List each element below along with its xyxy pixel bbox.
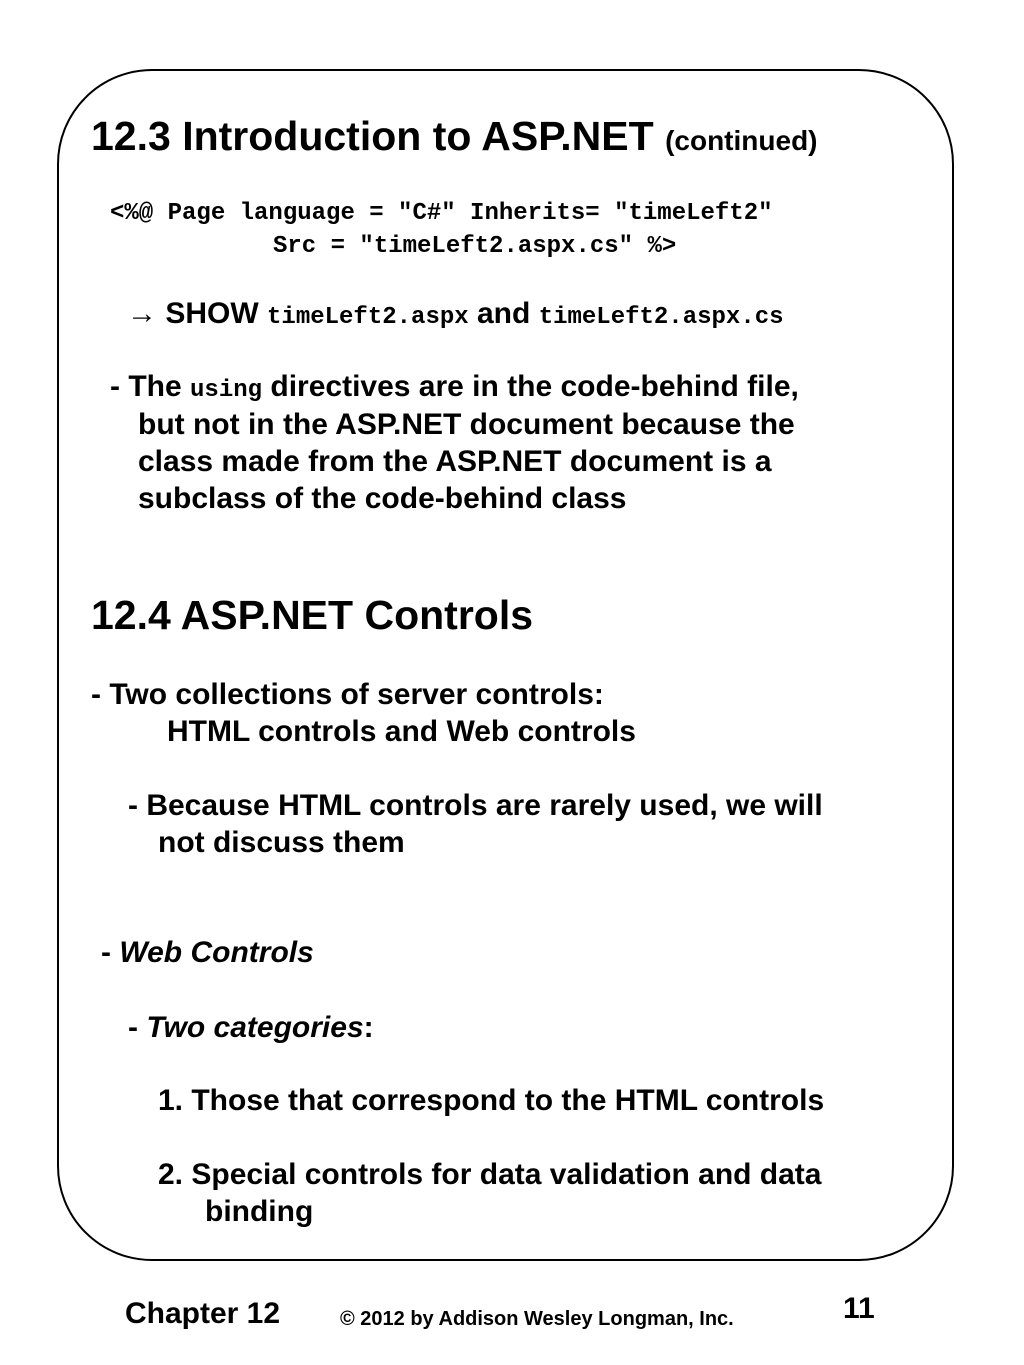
code-line-1: <%@ Page language = ″C#″ Inherits= ″timeLeft2″ (110, 200, 773, 227)
web-controls-line (101, 936, 314, 970)
show-file-aspx: timeLeft2.aspx (267, 304, 469, 331)
using-line-1-rest: directives are in the code-behind file, (270, 370, 799, 403)
category-item-2-line-2: binding (205, 1195, 314, 1228)
using-prefix: - The (110, 370, 182, 403)
category-item-2-line-1: 2. Special controls for data validation and data (158, 1158, 822, 1191)
show-and: and (477, 297, 531, 330)
footer-chapter: Chapter 12 (125, 1297, 281, 1330)
arrow-icon: → (127, 297, 157, 330)
using-line-1 (110, 370, 799, 404)
show-file-cs: timeLeft2.aspx.cs (538, 304, 784, 331)
two-categories-dash: - (128, 1011, 138, 1044)
footer-page-number: 11 (843, 1292, 875, 1325)
show-word: SHOW (165, 297, 259, 330)
section-2-title: 12.4 ASP.NET Controls (91, 592, 534, 638)
collections-line-2: HTML controls and Web controls (167, 715, 636, 748)
web-controls-label: Web Controls (119, 936, 314, 969)
two-categories-line (128, 1011, 374, 1045)
using-keyword: using (190, 377, 263, 404)
footer-copyright: © 2012 by Addison Wesley Longman, Inc. (340, 1308, 734, 1330)
two-categories-colon: : (363, 1011, 374, 1044)
code-line-2: Src = ″timeLeft2.aspx.cs″ %> (273, 233, 677, 260)
web-controls-dash: - (101, 936, 111, 969)
because-line-1: - Because HTML controls are rarely used, we will (128, 789, 823, 822)
using-line-4: subclass of the code-behind class (138, 482, 627, 515)
show-line (127, 297, 784, 331)
collections-line-1: - Two collections of server controls: (91, 678, 604, 711)
two-categories-label: Two categories (146, 1011, 364, 1044)
section-title (91, 113, 818, 160)
section-title-text: 12.3 Introduction to ASP.NET (91, 113, 654, 159)
section-title-suffix: (continued) (665, 125, 818, 156)
because-line-2: not discuss them (158, 826, 405, 859)
category-item-1: 1. Those that correspond to the HTML controls (158, 1084, 825, 1117)
using-line-3: class made from the ASP.NET document is a (138, 445, 772, 478)
using-line-2: but not in the ASP.NET document because the (138, 408, 795, 441)
